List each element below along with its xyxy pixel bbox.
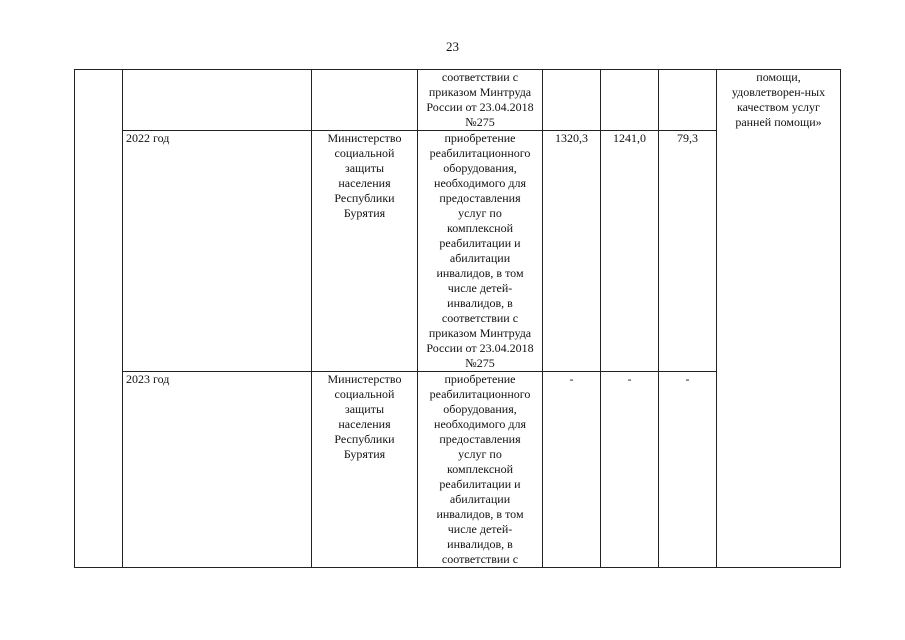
executor-cell: Министерство социальной защиты населения Республики Бурятия [312,372,418,568]
purpose-cell: приобретение реабилитационного оборудования, необходимого для предоставления услуг по комплексной реабилитации и абилитации инвалидов, в том числе детей- инвалидов, в соответствии с [418,372,543,568]
year-cell: 2022 год [123,131,312,372]
executor-cell [312,70,418,131]
table-row-continuation [75,70,841,131]
value-cell-3: 79,3 [659,131,717,372]
year-cell: 2023 год [123,372,312,568]
value-cell-2: 1241,0 [601,131,659,372]
value-cell-1: 1320,3 [543,131,601,372]
year-cell [123,70,312,131]
funding-table [74,69,841,568]
value-cell-2: - [601,372,659,568]
purpose-cell: приобретение реабилитационного оборудования, необходимого для предоставления услуг по комплексной реабилитации и абилитации инвалидов, в том числе детей- инвалидов, в соответствии с приказом Минтруда России от 23.04.2018 №275 [418,131,543,372]
value-cell-1 [543,70,601,131]
value-cell-3 [659,70,717,131]
index-cell [75,70,123,568]
value-cell-1: - [543,372,601,568]
result-cell: помощи, удовлетворен-ных качеством услуг ранней помощи» [717,70,841,568]
executor-cell: Министерство социальной защиты населения Республики Бурятия [312,131,418,372]
purpose-cell: соответствии с приказом Минтруда России от 23.04.2018 №275 [418,70,543,131]
value-cell-3: - [659,372,717,568]
value-cell-2 [601,70,659,131]
page-number: 23 [446,39,459,54]
